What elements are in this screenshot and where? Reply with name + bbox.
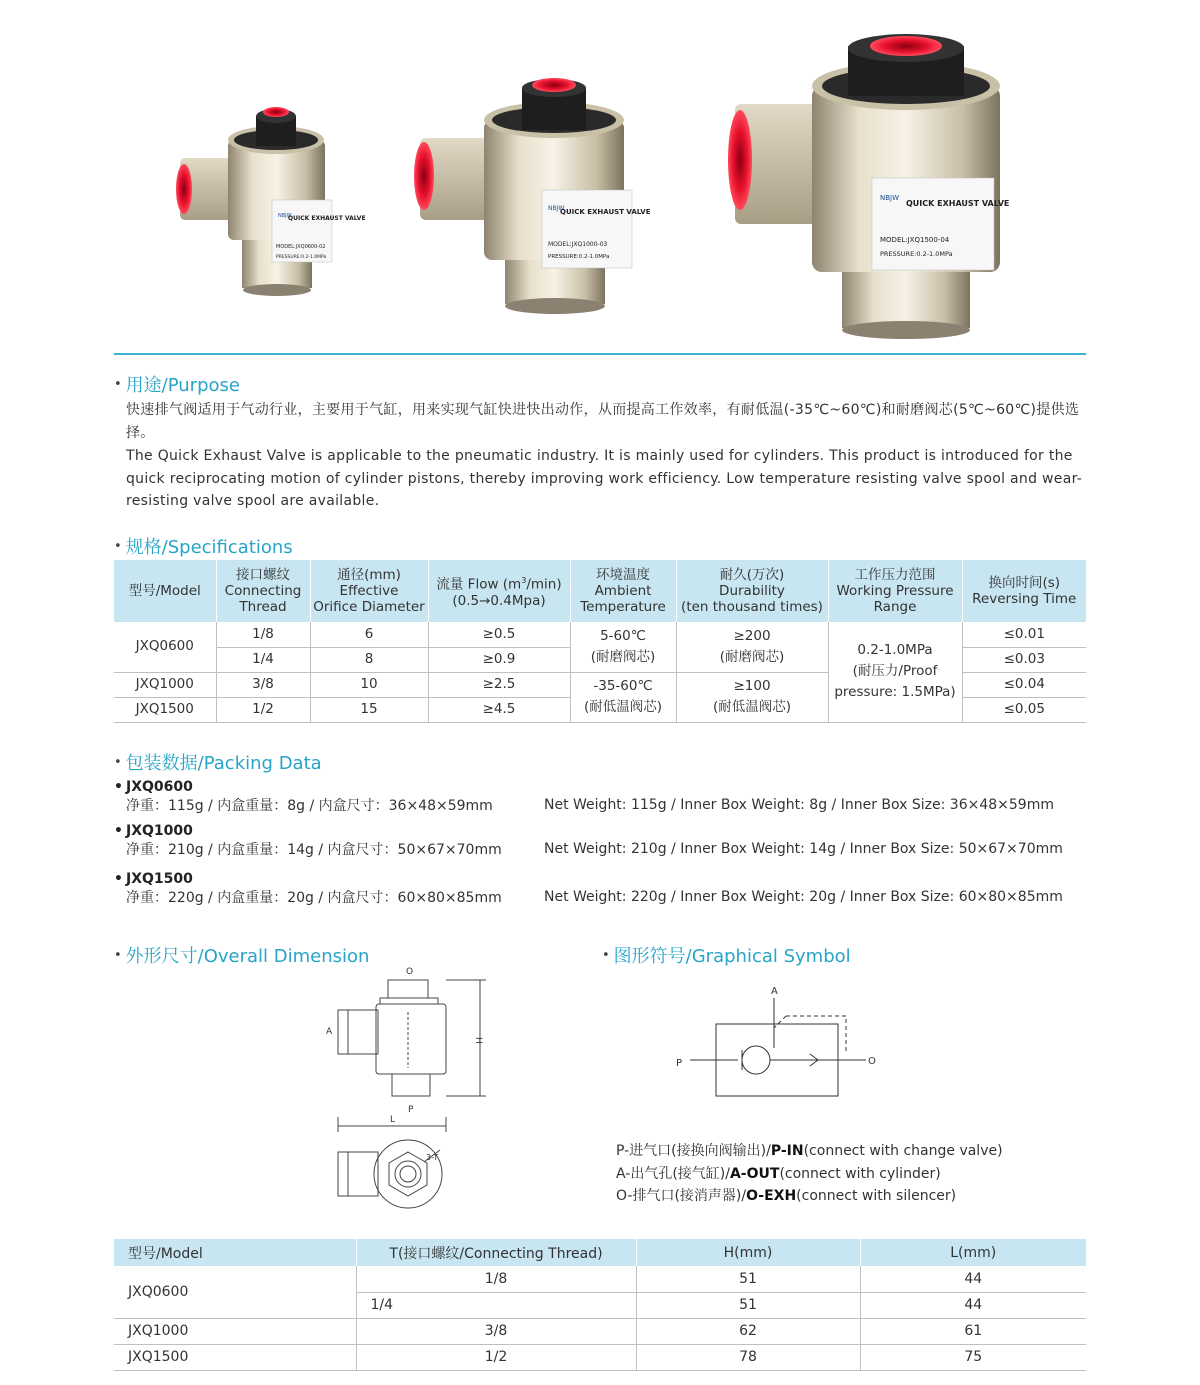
cell-thread: 1/2 xyxy=(216,697,310,722)
dimension-drawing xyxy=(318,962,498,1226)
table-row xyxy=(114,1344,1086,1370)
cell-orifice: 15 xyxy=(310,697,428,722)
section-divider xyxy=(114,353,1086,355)
dimension-header-row xyxy=(114,1239,1086,1266)
packing-model: • JXQ0600 xyxy=(114,779,493,795)
legend-item-a: A-出气孔(接气缸)/A-OUT(connect with cylinder) xyxy=(616,1165,941,1182)
dimension-table xyxy=(114,1239,1086,1371)
packing-cn: 净重：210g / 内盒重量：14g / 内盒尺寸：50×67×70mm xyxy=(126,842,502,858)
dimension-title: • 外形尺寸/Overall Dimension xyxy=(114,946,370,967)
packing-cn: 净重：115g / 内盒重量：8g / 内盒尺寸：36×48×59mm xyxy=(126,798,493,814)
packing-item xyxy=(114,823,1063,859)
cell-model: JXQ0600 xyxy=(114,622,216,672)
packing-model: • JXQ1500 xyxy=(114,871,502,887)
label-brand: NBJW xyxy=(278,213,292,219)
legend-item-p: P-进气口(接换向阀输出)/P-IN(connect with change valve) xyxy=(616,1143,1003,1159)
packing-item xyxy=(114,779,1054,815)
cell-flow: ≥2.5 xyxy=(428,672,570,697)
legend-item-o: O-排气口(接消声器)/O-EXH(connect with silencer) xyxy=(616,1188,957,1204)
cell-l: 75 xyxy=(860,1344,1086,1370)
th-pressure: 工作压力范围 Working Pressure Range xyxy=(828,560,962,622)
cell-temp-low: -35-60℃ (耐低温阀芯) xyxy=(570,672,676,722)
label-model: MODEL:JXQ0600-02 xyxy=(276,244,326,250)
cell-flow: ≥0.9 xyxy=(428,647,570,672)
packing-cn: 净重：220g / 内盒重量：20g / 内盒尺寸：60×80×85mm xyxy=(126,890,502,906)
product-photo xyxy=(0,0,1200,345)
symbol-label-o: O xyxy=(868,1056,876,1067)
th-reversing: 换向时间(s) Reversing Time xyxy=(962,560,1086,622)
label-brand: NBJW xyxy=(548,205,565,212)
label-pressure: PRESSURE:0.2-1.0MPa xyxy=(276,255,327,260)
label-title: QUICK EXHAUST VALVE xyxy=(288,215,366,222)
label-a: A xyxy=(326,1027,333,1037)
label-h: H xyxy=(473,1037,483,1044)
th-h: H(mm) xyxy=(636,1239,860,1266)
cell-model: JXQ1500 xyxy=(114,697,216,722)
packing-en: Net Weight: 210g / Inner Box Weight: 14g / Inner Box Size: 50×67×70mm xyxy=(544,841,1063,857)
packing-en: Net Weight: 220g / Inner Box Weight: 20g / Inner Box Size: 60×80×85mm xyxy=(544,889,1063,905)
specs-header-row xyxy=(114,560,1086,622)
product-photo-svg xyxy=(0,0,1200,345)
th-orifice: 通径(mm) Effective Orifice Diameter xyxy=(310,560,428,622)
label-l: L xyxy=(390,1115,396,1125)
table-row xyxy=(114,1266,1086,1292)
cell-thread: 1/4 xyxy=(216,647,310,672)
cell-h: 51 xyxy=(636,1292,860,1318)
cell-orifice: 10 xyxy=(310,672,428,697)
symbol-label-p: P xyxy=(676,1058,683,1069)
packing-title: • 包装数据/Packing Data xyxy=(114,753,322,774)
label-t: 3-T xyxy=(426,1153,439,1162)
purpose-cn: 快速排气阀适用于气动行业，主要用于气缸，用来实现气缸快进快出动作，从而提高工作效率，有耐低温(-35℃~60℃)和耐磨阀芯(5℃~60℃)提供选择。 xyxy=(126,402,1080,441)
cell-reversing: ≤0.05 xyxy=(962,697,1086,722)
cell-model: JXQ1000 xyxy=(114,672,216,697)
cell-flow: ≥0.5 xyxy=(428,622,570,647)
cell-orifice: 8 xyxy=(310,647,428,672)
label-model: MODEL:JXQ1000-03 xyxy=(548,241,608,248)
specs-table xyxy=(114,560,1086,723)
cell-flow: ≥4.5 xyxy=(428,697,570,722)
packing-item xyxy=(114,871,1063,907)
cell-thread: 1/2 xyxy=(356,1344,636,1370)
th-thread: 接口螺纹 Connecting Thread xyxy=(216,560,310,622)
label-p: P xyxy=(408,1105,414,1115)
cell-reversing: ≤0.01 xyxy=(962,622,1086,647)
cell-orifice: 6 xyxy=(310,622,428,647)
cell-reversing: ≤0.03 xyxy=(962,647,1086,672)
valve-small xyxy=(176,107,366,296)
cell-model: JXQ1000 xyxy=(114,1318,356,1344)
cell-thread: 1/8 xyxy=(216,622,310,647)
cell-reversing: ≤0.04 xyxy=(962,672,1086,697)
dimension-drawing-svg xyxy=(318,962,498,1222)
cell-thread: 1/4 xyxy=(356,1292,636,1318)
packing-en: Net Weight: 115g / Inner Box Weight: 8g / Inner Box Size: 36×48×59mm xyxy=(544,797,1054,813)
purpose-title: • 用途/Purpose xyxy=(114,375,240,396)
th-flow: 流量 Flow $(m^3/\min)$ (0.5→0.4Mpa) xyxy=(428,560,570,622)
cell-l: 44 xyxy=(860,1266,1086,1292)
graphical-symbol xyxy=(670,982,890,1106)
label-model: MODEL:JXQ1500-04 xyxy=(880,236,950,244)
cell-temp-wear: 5-60℃ (耐磨阀芯) xyxy=(570,622,676,672)
cell-dur-wear: ≥200 (耐磨阀芯) xyxy=(676,622,828,672)
cell-model: JXQ1500 xyxy=(114,1344,356,1370)
cell-dur-low: ≥100 (耐低温阀芯) xyxy=(676,672,828,722)
packing-model: • JXQ1000 xyxy=(114,823,502,839)
cell-thread: 3/8 xyxy=(216,672,310,697)
th-durability: 耐久(万次) Durability (ten thousand times) xyxy=(676,560,828,622)
symbol-legend xyxy=(616,1140,1003,1208)
th-temp: 环境温度 Ambient Temperature xyxy=(570,560,676,622)
table-row xyxy=(114,622,1086,647)
cell-h: 62 xyxy=(636,1318,860,1344)
label-title: QUICK EXHAUST VALVE xyxy=(906,199,1010,208)
cell-h: 51 xyxy=(636,1266,860,1292)
th-model: 型号/Model xyxy=(114,560,216,622)
label-title: QUICK EXHAUST VALVE xyxy=(560,208,651,216)
label-pressure: PRESSURE:0.2-1.0MPa xyxy=(548,254,610,260)
cell-l: 61 xyxy=(860,1318,1086,1344)
cell-pressure: 0.2-1.0MPa (耐压力/Proof pressure: 1.5MPa) xyxy=(828,622,962,722)
graphical-symbol-svg xyxy=(670,982,890,1102)
label-o: O xyxy=(406,967,414,977)
label-brand: NBJW xyxy=(880,194,900,202)
cell-h: 78 xyxy=(636,1344,860,1370)
valve-large xyxy=(728,34,1009,339)
th-thread: T(接口螺纹/Connecting Thread) xyxy=(356,1239,636,1266)
label-pressure: PRESSURE:0.2-1.0MPa xyxy=(880,250,953,258)
cell-l: 44 xyxy=(860,1292,1086,1318)
purpose-en: The Quick Exhaust Valve is applicable to the pneumatic industry. It is mainly used for cylinders. This product is introduced for the quick reciprocating motion of cylinder pistons, thereby improving work efficiency. Low temperature resisting valve spool and wear-resisting valve spool are available. xyxy=(126,448,1083,509)
cell-thread: 1/8 xyxy=(356,1266,636,1292)
symbol-title: • 图形符号/Graphical Symbol xyxy=(602,946,851,967)
table-row xyxy=(114,1318,1086,1344)
th-model: 型号/Model xyxy=(114,1239,356,1266)
th-l: L(mm) xyxy=(860,1239,1086,1266)
symbol-label-a: A xyxy=(771,986,778,997)
valve-medium xyxy=(414,78,651,314)
cell-thread: 3/8 xyxy=(356,1318,636,1344)
specs-title: • 规格/Specifications xyxy=(114,537,293,558)
cell-model: JXQ0600 xyxy=(114,1266,356,1318)
